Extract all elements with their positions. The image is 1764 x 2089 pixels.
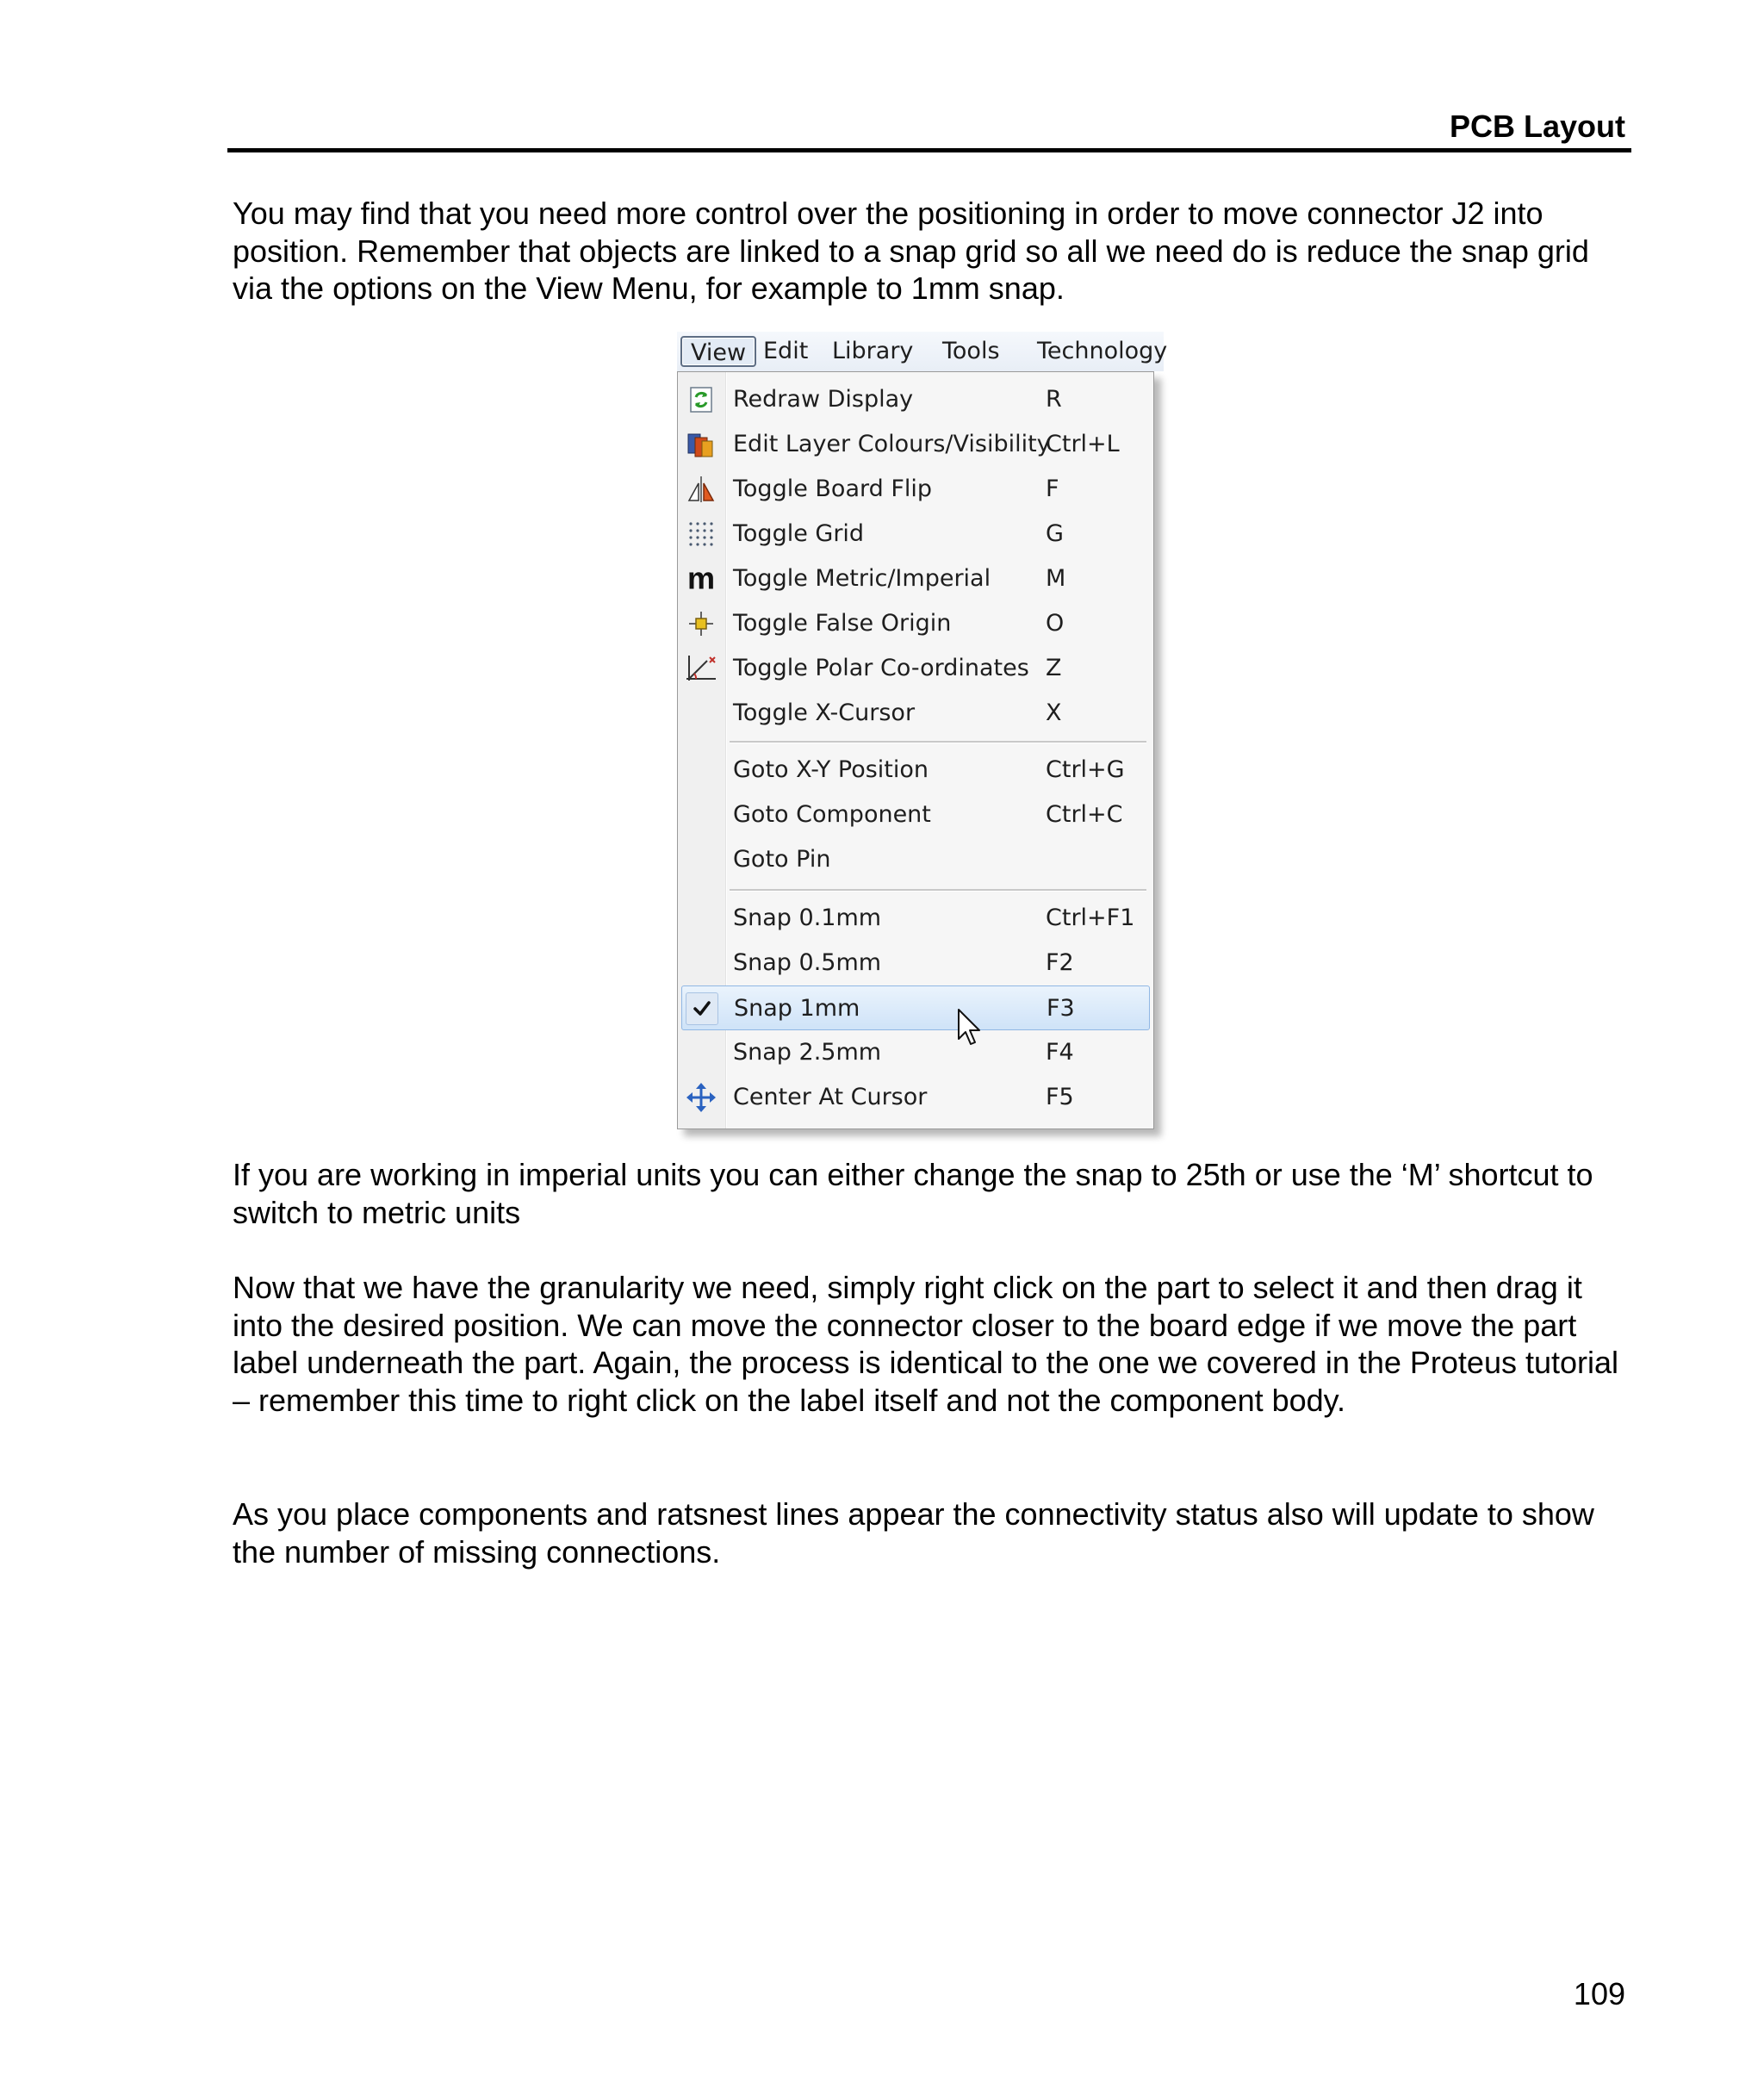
header-rule [227, 148, 1631, 152]
view-menu-dropdown [677, 371, 1154, 1129]
paragraph-intro: You may find that you need more control over the positioning in order to move connector J2 into position. Remember that objects are linked to a snap grid so all we need do is reduce the snap grid via the options on the View Menu, for example to 1mm snap. [233, 196, 1589, 306]
menu-view[interactable]: View [680, 336, 756, 367]
paragraph-imperial: If you are working in imperial units you can either change the snap to 25th or use the ‘M’ shortcut to switch to metric units [233, 1157, 1593, 1230]
layers-icon [685, 428, 717, 461]
menu-item-shortcut: O [1046, 610, 1065, 637]
menu-item-label: Edit Layer Colours/Visibility [733, 431, 1051, 457]
menu-item-label: Goto X-Y Position [733, 756, 929, 783]
menu-item-toggle-false-origin[interactable] [681, 601, 1150, 646]
menu-item-toggle-grid[interactable] [681, 512, 1150, 556]
menu-separator [730, 741, 1146, 743]
paragraph-granularity: Now that we have the granularity we need, simply right click on the part to select it and then drag it into the desired position. We can move the connector closer to the board edge if we move the part label underneath the part. Again, the process is identical to the one we covered in the Proteus tutorial – remember this time to right click on the label itself and not the component body. [233, 1270, 1619, 1418]
polar-coordinates-icon [685, 652, 717, 685]
menu-item-label: Snap 1mm [734, 995, 860, 1022]
menu-item-label: Snap 0.1mm [733, 905, 882, 931]
false-origin-icon [685, 607, 717, 640]
menu-item-edit-layer-colours[interactable] [681, 422, 1150, 467]
menu-item-label: Toggle Grid [733, 520, 865, 547]
menu-item-goto-component[interactable] [681, 793, 1150, 837]
menu-item-goto-xy-position[interactable] [681, 748, 1150, 793]
grid-icon [685, 518, 717, 550]
menu-item-shortcut: M [1046, 565, 1066, 592]
menu-item-label: Toggle Board Flip [733, 476, 933, 502]
paragraph-ratsnest: As you place components and ratsnest lines appear the connectivity status also will update to show the number of missing connections. [233, 1496, 1594, 1570]
menu-item-shortcut: R [1046, 386, 1062, 413]
menu-item-shortcut: Ctrl+L [1046, 431, 1120, 457]
menu-item-label: Toggle False Origin [733, 610, 952, 637]
menu-item-label: Snap 0.5mm [733, 949, 882, 976]
menu-item-shortcut: F5 [1046, 1084, 1074, 1110]
menu-tools[interactable]: Tools [942, 338, 1000, 364]
page-header-title: PCB Layout [1449, 109, 1625, 144]
menu-item-shortcut: F [1046, 476, 1059, 502]
menu-edit[interactable]: Edit [763, 338, 809, 364]
menu-item-shortcut: F2 [1046, 949, 1074, 976]
menu-item-label: Goto Pin [733, 846, 831, 873]
menu-item-shortcut: X [1046, 699, 1062, 726]
menu-item-label: Toggle Metric/Imperial [733, 565, 991, 592]
checkmark-icon [686, 992, 718, 1025]
menu-item-snap-1mm[interactable] [681, 985, 1150, 1030]
menu-separator [730, 889, 1146, 892]
menu-bar [677, 332, 1168, 371]
view-menu-screenshot [677, 332, 1168, 1141]
metric-m-icon [685, 563, 717, 595]
board-flip-icon [685, 473, 717, 506]
menu-item-shortcut: G [1046, 520, 1064, 547]
mouse-pointer-icon [957, 1008, 983, 1048]
menu-technology[interactable]: Technology [1037, 338, 1168, 364]
menu-item-toggle-board-flip[interactable] [681, 467, 1150, 512]
menu-item-center-at-cursor[interactable] [681, 1075, 1150, 1120]
menu-item-toggle-polar-coordinates[interactable] [681, 646, 1150, 691]
redraw-icon [685, 383, 717, 416]
menu-item-goto-pin[interactable] [681, 837, 1150, 882]
menu-item-snap-0-5mm[interactable] [681, 941, 1150, 985]
menu-item-label: Toggle Polar Co-ordinates [733, 655, 1029, 681]
menu-item-shortcut: Ctrl+C [1046, 801, 1123, 828]
menu-item-shortcut: F4 [1046, 1039, 1074, 1066]
move-arrows-icon [685, 1081, 717, 1114]
menu-item-toggle-metric-imperial[interactable] [681, 556, 1150, 601]
menu-item-label: Snap 2.5mm [733, 1039, 882, 1066]
menu-item-label: Center At Cursor [733, 1084, 928, 1110]
page-number: 109 [1573, 1976, 1625, 2011]
menu-item-snap-2-5mm[interactable] [681, 1030, 1150, 1075]
menu-item-label: Redraw Display [733, 386, 914, 413]
menu-item-shortcut: Ctrl+G [1046, 756, 1125, 783]
menu-item-shortcut: Z [1046, 655, 1062, 681]
menu-library[interactable]: Library [832, 338, 914, 364]
svg-text:m: m [686, 564, 716, 594]
menu-item-redraw-display[interactable] [681, 377, 1150, 422]
menu-item-shortcut: F3 [1047, 995, 1075, 1022]
menu-item-toggle-x-cursor[interactable] [681, 691, 1150, 736]
menu-item-shortcut: Ctrl+F1 [1046, 905, 1135, 931]
menu-item-label: Toggle X-Cursor [733, 699, 916, 726]
menu-item-label: Goto Component [733, 801, 931, 828]
menu-item-snap-0-1mm[interactable] [681, 896, 1150, 941]
